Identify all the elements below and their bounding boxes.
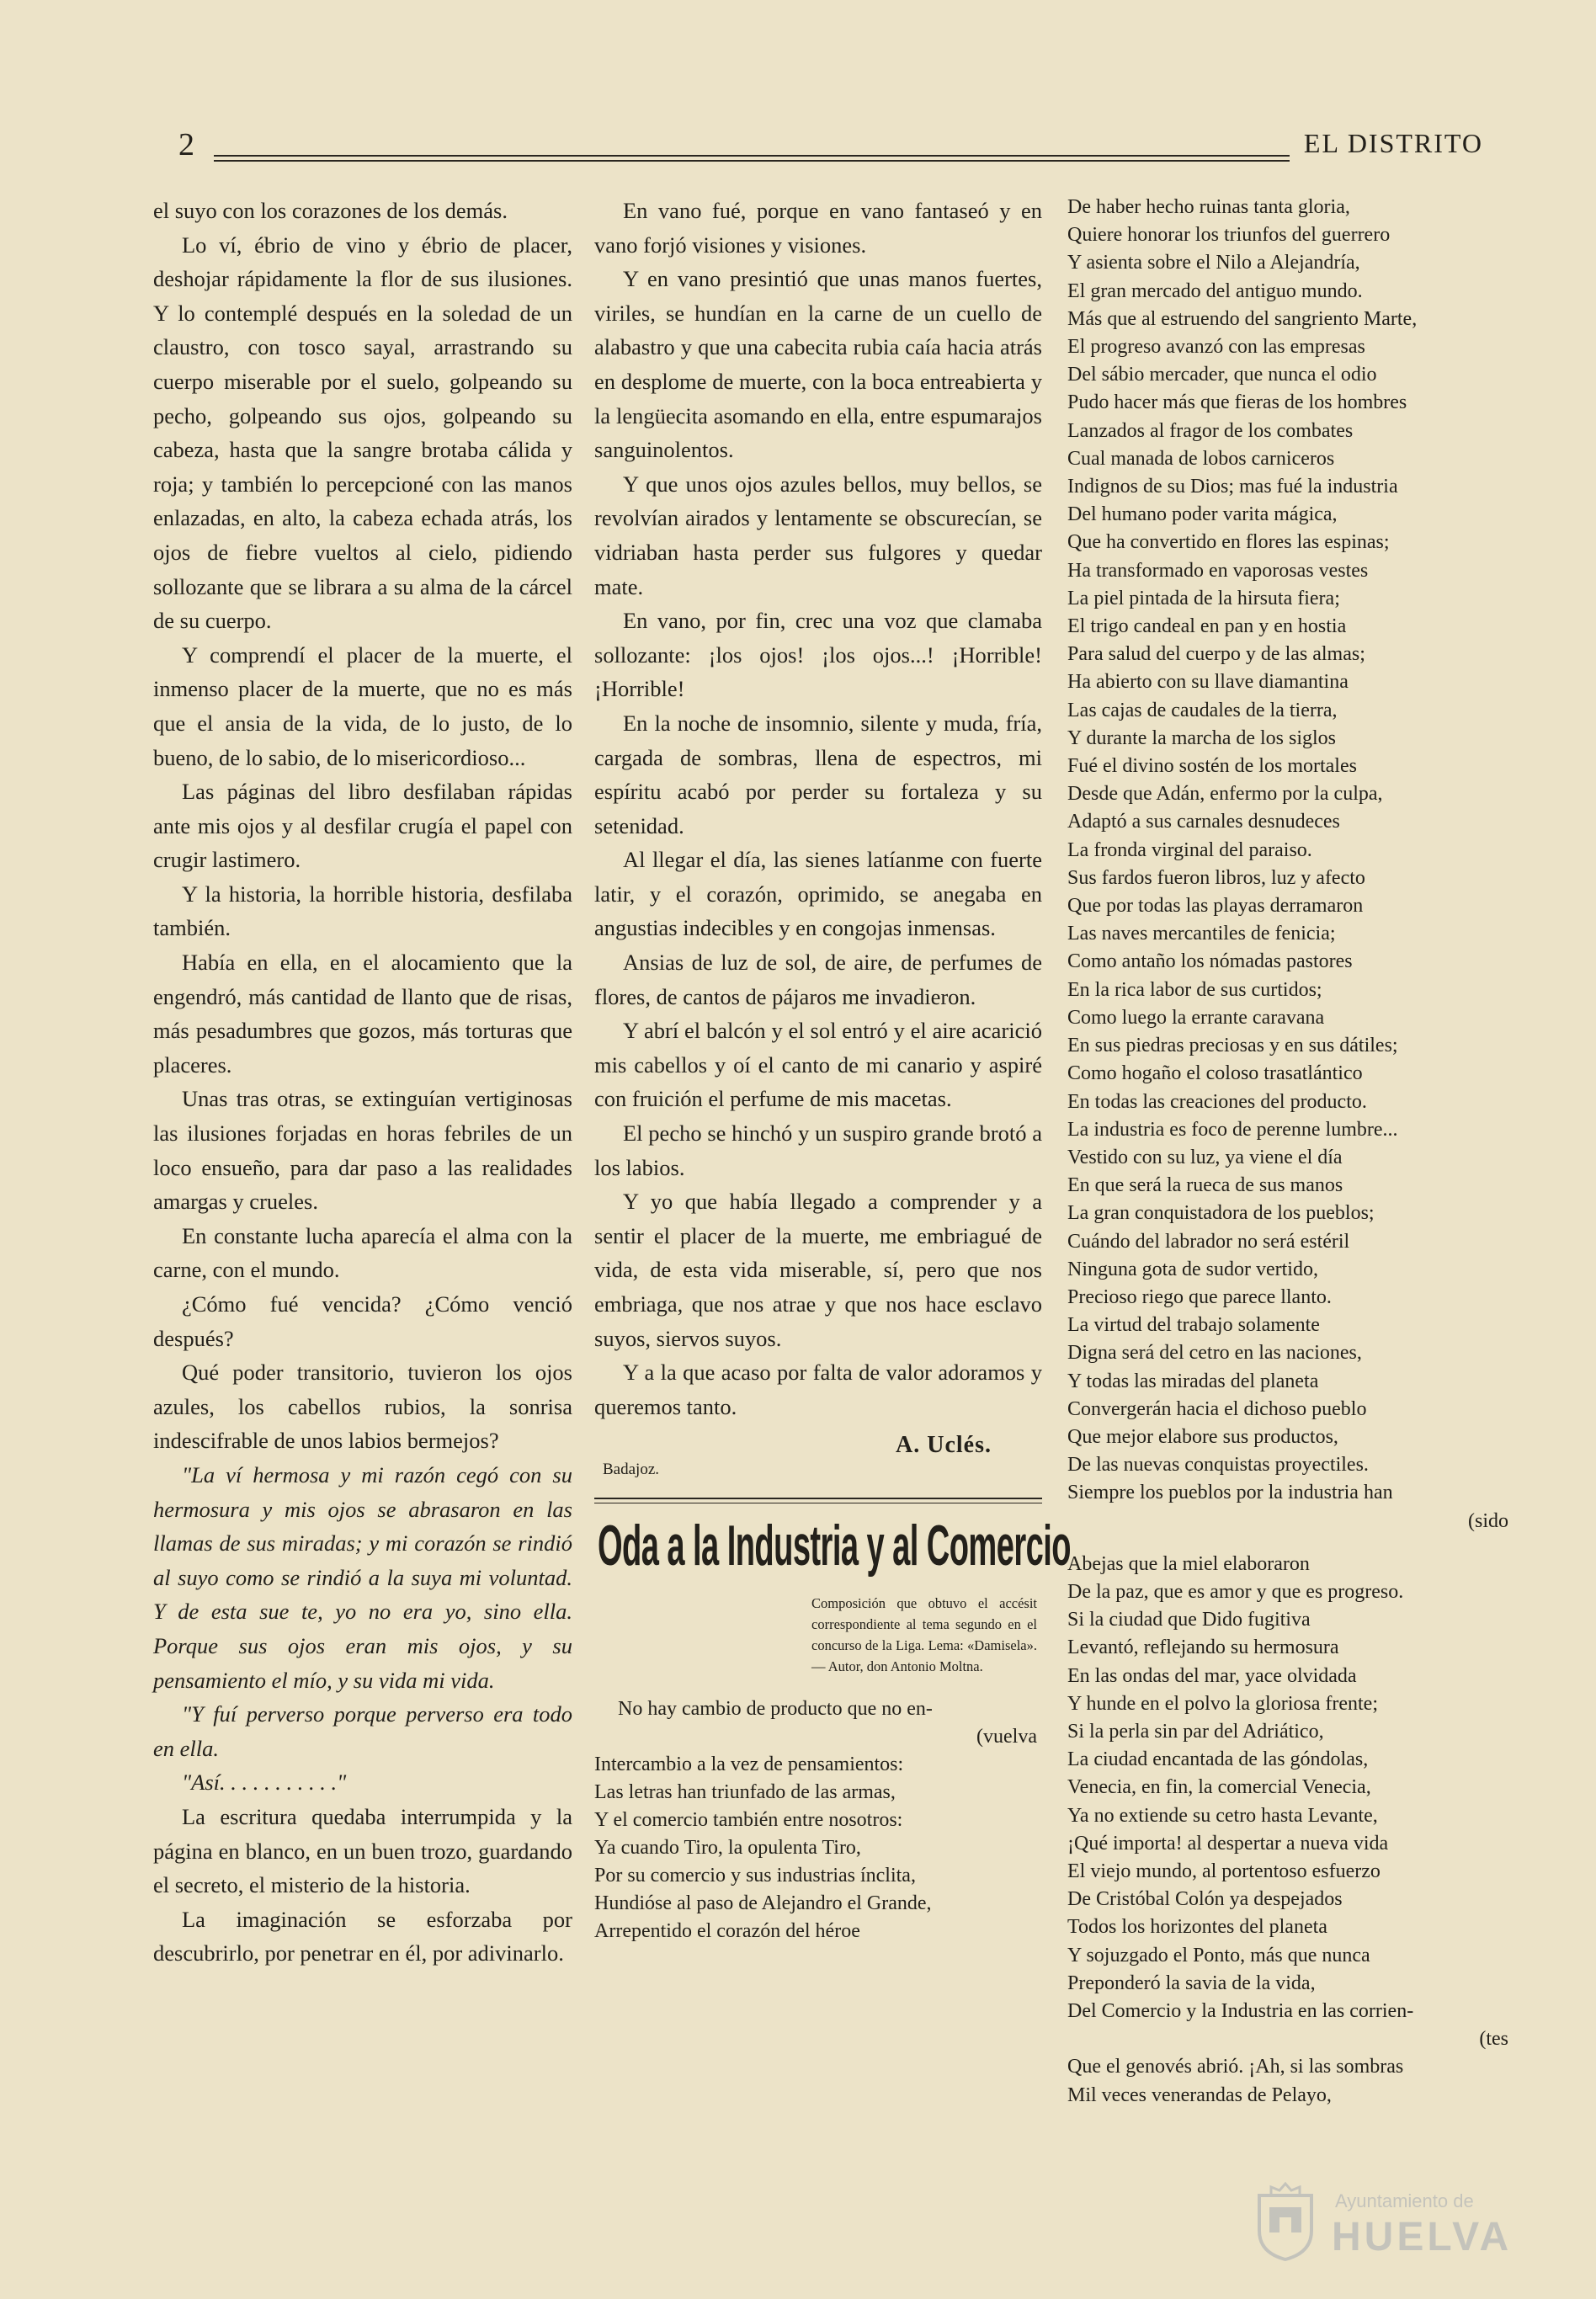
verse-line: La fronda virginal del paraiso.	[1067, 838, 1312, 861]
verse-line: Las cajas de caudales de la tierra,	[1067, 699, 1338, 721]
verse-line: Por su comercio y sus industrias ínclita,	[594, 1865, 916, 1887]
paragraph: El pecho se hinchó y un suspiro grande brotó a los labios.	[594, 1120, 1042, 1180]
verse-line: Para salud del cuerpo y de las almas;	[1067, 643, 1365, 666]
verse-line: Si la ciudad que Dido fugitiva	[1067, 1609, 1311, 1631]
paragraph: Y yo que había llegado a comprender y a sentir el placer de la muerte, me embriagué de vida, de esta vida miserable, sí, pero que nos embriaga, que nos atrae y que nos hace esclavo suyos, siervos suyos.	[594, 1189, 1042, 1351]
paragraph: Lo ví, ébrio de vino y ébrio de placer, deshojar rápidamente la flor de sus ilusiones. Y lo contemplé después en la soledad de un claustro, con tosco sayal, arrastrando su cuerpo miserable por el suelo, golpeando su pecho, golpeando sus ojos, golpeando su cabeza, hasta que la sangre brotaba cálida y roja; y también lo percepcioné con las manos enlazadas, en alto, la cabeza echada atrás, los ojos de fiebre vueltos al cielo, pidiendo sollozante que se librara a su alma de la cárcel de su cuerpo.	[153, 231, 572, 634]
paragraph: Ansias de luz de sol, de aire, de perfumes de flores, de cantos de pájaros me invadieron.	[594, 950, 1042, 1009]
verse-line: Pudo hacer más que fieras de los hombres	[1067, 391, 1407, 414]
verse-line: Más que al estruendo del sangriento Marte,	[1067, 307, 1418, 330]
paragraph: Y abrí el balcón y el sol entró y el aire acarició mis cabellos y oí el canto de mi canario y aspiré con fruición el perfume de mis macetas.	[594, 1018, 1042, 1112]
section-divider	[594, 1498, 1042, 1503]
verse-line: Precioso riego que parece llanto.	[1067, 1285, 1332, 1308]
verse-line: En las ondas del mar, yace olvidada	[1067, 1664, 1357, 1687]
verse-line: Ha abierto con su llave diamantina	[1067, 671, 1349, 694]
paragraph: el suyo con los corazones de los demás.	[153, 198, 508, 223]
verse-line: Vestido con su luz, ya viene el día	[1067, 1146, 1343, 1168]
verse-line: ¡Qué importa! al despertar a nueva vida	[1067, 1832, 1389, 1855]
verse-line: Todos los horizontes del planeta	[1067, 1916, 1327, 1939]
verse-line: Indignos de su Dios; mas fué la industria	[1067, 476, 1398, 498]
paragraph: Y a la que acaso por falta de valor adoramos y queremos tanto.	[594, 1360, 1042, 1419]
verse-line: Que el genovés abrió. ¡Ah, si las sombras	[1067, 2056, 1404, 2078]
paragraph: Había en ella, en el alocamiento que la engendró, más cantidad de llanto que de risas, más pesadumbres que gozos, más torturas que placeres.	[153, 950, 572, 1078]
verse-line: De la paz, que es amor y que es progreso.	[1067, 1580, 1404, 1603]
ode-verses	[594, 1695, 1042, 1945]
watermark-line-2: HUELVA	[1332, 2215, 1513, 2259]
verse-line: El gran mercado del antiguo mundo.	[1067, 279, 1363, 302]
verse-line: Arrepentido el corazón del héroe	[594, 1920, 860, 1943]
header-rule	[214, 155, 1290, 162]
column-3-verses	[1067, 194, 1514, 2110]
ode-title: Oda a la Industria y al Comercio	[598, 1514, 1071, 1578]
paragraph: En la noche de insomnio, silente y muda, fría, cargada de sombras, llena de espectros, mi espíritu acabó por perder su fortaleza y su setenidad.	[594, 710, 1042, 838]
verse-line: Intercambio a la vez de pensamientos:	[594, 1754, 904, 1776]
verse-line: (tes	[1479, 2028, 1508, 2051]
journal-title: EL DISTRITO	[1303, 128, 1483, 158]
verse-line: En que será la rueca de sus manos	[1067, 1174, 1343, 1197]
verse-line: En sus piedras preciosas y en sus dátiles;	[1067, 1035, 1398, 1057]
ode-note: Composición que obtuvo el accésit correspondiente al tema segundo en el concurso de la Liga. Lema: «Damisela».— Autor, don Antonio Moltna.	[811, 1595, 1037, 1675]
paragraph: Y en vano presintió que unas manos fuertes, viriles, se hundían en la carne de un cuello de alabastro y que una cabecita rubia caía hacia atrás en desplome de muerte, con la boca entreabierta y la lengüecita asomando en ella, entre espumarajos sanguinolentos.	[594, 266, 1042, 463]
verse-line: Mil veces venerandas de Pelayo,	[1067, 2083, 1332, 2106]
verse-line: El trigo candeal en pan y en hostia	[1067, 615, 1347, 638]
verse-line: En la rica labor de sus curtidos;	[1067, 978, 1322, 1001]
verse-line: La virtud del trabajo solamente	[1067, 1314, 1320, 1337]
paragraph: La imaginación se esforzaba por descubrirlo, por penetrar en él, por adivinarlo.	[153, 1906, 572, 1966]
verse-line: Preponderó la savia de la vida,	[1067, 1972, 1316, 1994]
verse-line: Del humano poder varita mágica,	[1067, 503, 1338, 526]
paragraph: Unas tras otras, se extinguían vertiginosas las ilusiones forjadas en horas febriles de un loco ensueño, para dar paso a las realidades amargas y crueles.	[153, 1086, 572, 1215]
verse-line: Del Comercio y la Industria en las corrien-	[1067, 2000, 1414, 2022]
verse-line: Siempre los pueblos por la industria han	[1067, 1482, 1393, 1504]
paragraph: La escritura quedaba interrumpida y la página en blanco, en un buen trozo, guardando el secreto, el misterio de la historia.	[153, 1803, 572, 1898]
archive-watermark	[1254, 2172, 1532, 2273]
verse-line: Si la perla sin par del Adriático,	[1067, 1720, 1324, 1743]
verse-line: Y sojuzgado el Ponto, más que nunca	[1067, 1944, 1370, 1966]
verse-line: De las nuevas conquistas proyectiles.	[1067, 1454, 1369, 1477]
verse-line: El progreso avanzó con las empresas	[1067, 336, 1365, 359]
verse-line: Ninguna gota de sudor vertido,	[1067, 1258, 1318, 1280]
verse-line: La ciudad encantada de las góndolas,	[1067, 1748, 1369, 1771]
verse-line: Ya cuando Tiro, la opulenta Tiro,	[594, 1837, 861, 1860]
city-seal-icon	[1254, 2180, 1317, 2261]
paragraph: Y comprendí el placer de la muerte, el inmenso placer de la muerte, que no es más que el ansia de la vida, de lo justo, de lo bueno, de lo sabio, de lo misericordioso...	[153, 641, 572, 770]
paragraph: Qué poder transitorio, tuvieron los ojos azules, los cabellos rubios, la sonrisa indescifrable de unos labios bermejos?	[153, 1360, 572, 1454]
paragraph: En constante lucha aparecía el alma con la carne, con el mundo.	[153, 1222, 572, 1283]
stanza-gap	[1067, 1535, 1514, 1551]
verse-line: Que por todas las playas derramaron	[1067, 895, 1364, 918]
verse-line: (sido	[1468, 1509, 1508, 1532]
column-1	[153, 194, 572, 1971]
verse-line: Que ha convertido en flores las espinas;	[1067, 531, 1390, 554]
verse-line: En todas las creaciones del producto.	[1067, 1090, 1367, 1113]
verse-line: Las naves mercantiles de fenicia;	[1067, 923, 1336, 945]
page-number: 2	[178, 127, 194, 162]
verse-line: Y todas las miradas del planeta	[1067, 1370, 1319, 1392]
paragraph: En vano, por fin, crec una voz que clamaba sollozante: ¡los ojos! ¡los ojos...! ¡Horrible! ¡Horrible!	[594, 608, 1042, 702]
author-signature: A. Uclés.	[896, 1432, 992, 1459]
verse-line: Y hunde en el polvo la gloriosa frente;	[1067, 1692, 1378, 1715]
paragraph: "Y fuí perverso porque perverso era todo en ella.	[153, 1701, 572, 1761]
verse-line: (vuelva	[976, 1726, 1037, 1748]
verse-line: Digna será del cetro en las naciones,	[1067, 1342, 1362, 1365]
verse-line: Las letras han triunfado de las armas,	[594, 1781, 896, 1804]
verse-line: Levantó, reflejando su hermosura	[1067, 1636, 1339, 1659]
verse-line: Venecia, en fin, la comercial Venecia,	[1067, 1776, 1371, 1799]
verse-line: Y durante la marcha de los siglos	[1067, 726, 1337, 749]
verse-line: Fué el divino sostén de los mortales	[1067, 755, 1357, 778]
verse-line: Del sábio mercader, que nunca el odio	[1067, 364, 1377, 386]
paragraph: ¿Cómo fué vencida? ¿Cómo venció después?	[153, 1291, 572, 1351]
verse-line: Ya no extiende su cetro hasta Levante,	[1067, 1804, 1378, 1827]
watermark-line-1: Ayuntamiento de	[1335, 2190, 1474, 2211]
column-2	[594, 194, 1071, 1945]
paragraph: Y que unos ojos azules bellos, muy bellos, se revolvían airados y lentamente se obscurecían, se vidriaban hasta perder sus fulgores y quedar mate.	[594, 471, 1042, 599]
verse-line: Hundióse al paso de Alejandro el Grande,	[594, 1892, 932, 1915]
verse-line: La piel pintada de la hirsuta fiera;	[1067, 587, 1340, 609]
verse-line: Ha transformado en vaporosas vestes	[1067, 559, 1369, 582]
verse-line: Que mejor elabore sus productos,	[1067, 1425, 1338, 1448]
paragraph: "Así. . . . . . . . . . ."	[182, 1769, 347, 1796]
verse-line: Y asienta sobre el Nilo a Alejandría,	[1067, 252, 1360, 274]
paragraph: "La ví hermosa y mi razón cegó con su hermosura y mis ojos se abrasaron en las llamas de sus miradas; y mi corazón se rindió al suyo como se rindió a la suya mi voluntad. Y de esta sue te, yo no era yo, sino ella. Porque sus ojos eran mis ojos, y su pensamiento el mío, y su vida mi vida.	[153, 1461, 572, 1693]
verse-line: Desde que Adán, enfermo por la culpa,	[1067, 783, 1383, 806]
verse-line: La industria es foco de perenne lumbre...	[1067, 1118, 1398, 1141]
verse-line: Cuándo del labrador no será estéril	[1067, 1230, 1350, 1253]
verse-line: Abejas que la miel elaboraron	[1067, 1552, 1310, 1575]
paragraph: Las páginas del libro desfilaban rápidas ante mis ojos y al desfilar crugía el papel con crugir lastimero.	[153, 779, 572, 873]
verse-line: Como antaño los nómadas pastores	[1067, 950, 1353, 973]
place-line: Badajoz.	[603, 1461, 660, 1479]
verse-line: Quiere honorar los triunfos del guerrero	[1067, 224, 1391, 247]
verse-line: No hay cambio de producto que no en-	[618, 1698, 933, 1721]
verse-line: La gran conquistadora de los pueblos;	[1067, 1202, 1375, 1225]
verse-line: De haber hecho ruinas tanta gloria,	[1067, 196, 1350, 218]
verse-line: De Cristóbal Colón ya despejados	[1067, 1888, 1343, 1911]
verse-line: El viejo mundo, al portentoso esfuerzo	[1067, 1860, 1381, 1882]
paragraph: Y la historia, la horrible historia, desfilaba también.	[153, 881, 572, 941]
verse-line: Cual manada de lobos carniceros	[1067, 447, 1335, 470]
verse-line: Adaptó a sus carnales desnudeces	[1067, 811, 1340, 833]
verse-line: Convergerán hacia el dichoso pueblo	[1067, 1397, 1367, 1420]
story-continuation	[594, 194, 1042, 1424]
paragraph: Al llegar el día, las sienes latíanme con fuerte latir, y el corazón, oprimido, se anegaba en angustias indecibles y en congojas inmensas.	[594, 847, 1042, 941]
verse-line: Sus fardos fueron libros, luz y afecto	[1067, 866, 1365, 889]
paragraph: En vano fué, porque en vano fantaseó y en vano forjó visiones y visiones.	[594, 198, 1042, 258]
verse-line: Lanzados al fragor de los combates	[1067, 419, 1354, 442]
verse-line: Y el comercio también entre nosotros:	[594, 1809, 903, 1832]
page-header	[153, 126, 1483, 167]
verse-line: Como luego la errante caravana	[1067, 1006, 1325, 1029]
verse-line: Como hogaño el coloso trasatlántico	[1067, 1062, 1363, 1085]
